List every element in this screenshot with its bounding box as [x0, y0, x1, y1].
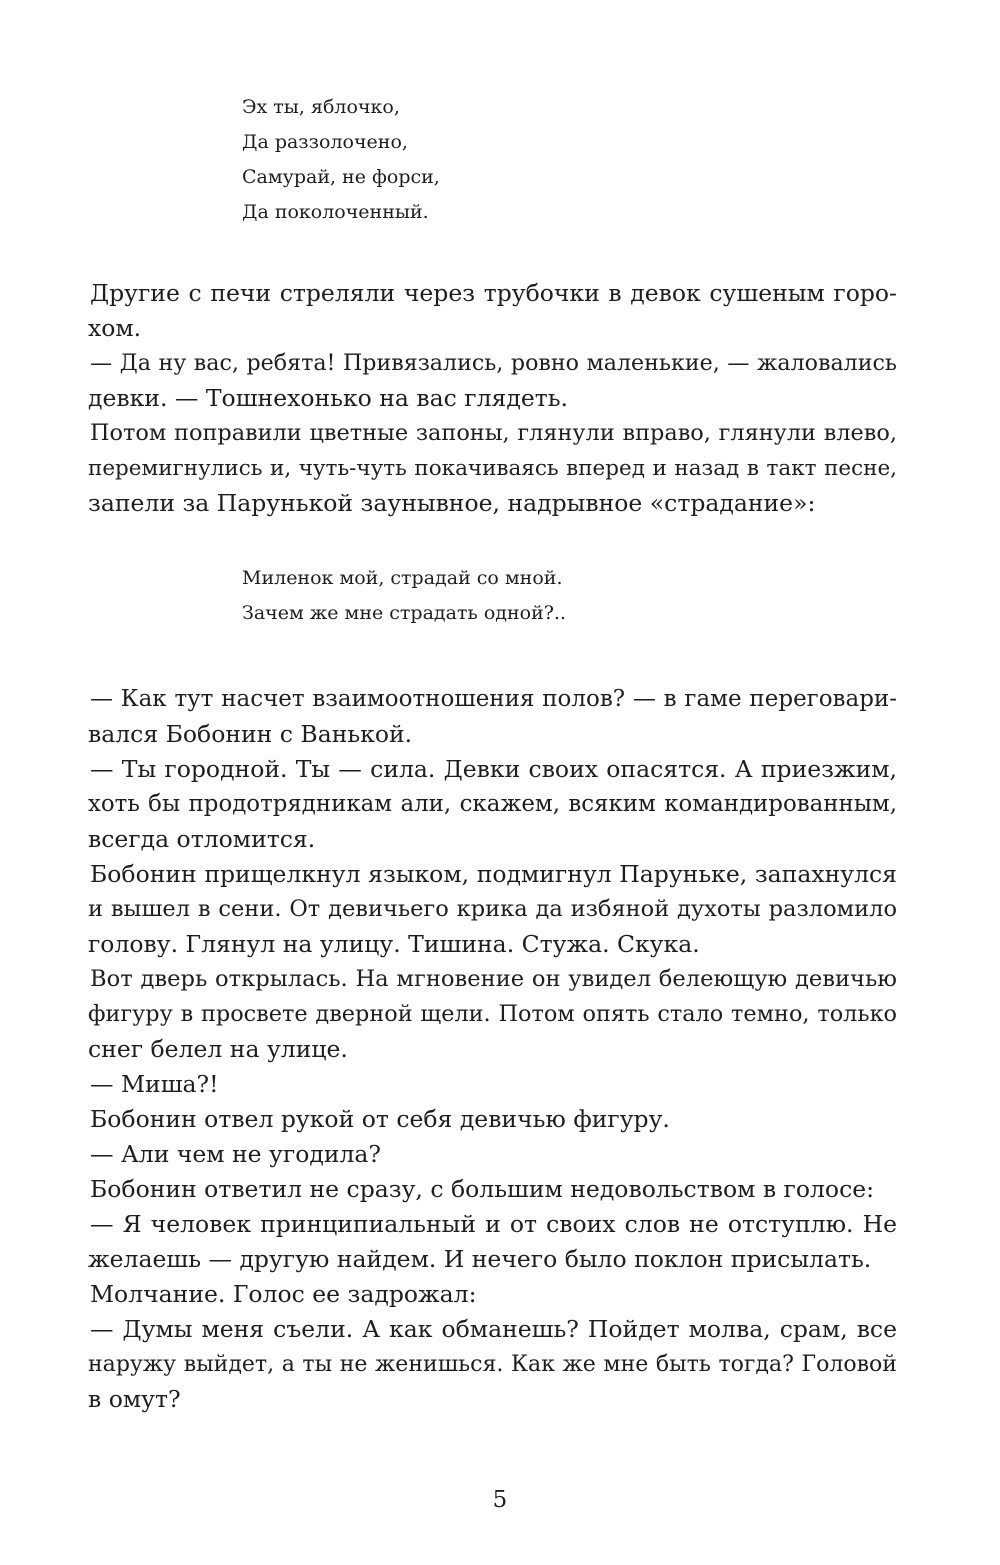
paragraph: [90, 416, 897, 521]
paragraph: [90, 1207, 897, 1277]
verse-line: Зачем же мне страдать одной?..: [242, 602, 567, 624]
prose-block-2: [90, 682, 897, 1417]
text-line: вался Бобонин с Ванькой.: [88, 720, 413, 748]
verse-line: Эх ты, яблочко,: [242, 96, 400, 118]
text-line: — Миша?!: [90, 1070, 219, 1098]
text-line: Потом поправили цветные запоны, глянули вправо, глянули влево,: [90, 420, 897, 446]
text-line: девки. — Тошнехонько на вас глядеть.: [88, 384, 568, 412]
text-line: — Как тут насчет взаимоотношения полов? — в гаме переговари-: [90, 686, 897, 712]
text-line: — Ты городной. Ты — сила. Девки своих опасятся. А приезжим,: [90, 755, 897, 783]
text-line: наружу выйдет, а ты не женишься. Как же мне быть тогда? Головой: [88, 1352, 897, 1377]
text-line: фигуру в просвете дверной щели. Потом опять стало темно, только: [88, 1001, 897, 1027]
text-line: перемигнулись и, чуть-чуть покачиваясь вперед и назад в такт песне,: [88, 456, 897, 481]
verse-line: Миленок мой, страдай со мной.: [242, 567, 563, 589]
text-line: Вот дверь открылась. На мгновение он увидел белеющую девичью: [90, 966, 897, 992]
paragraph: [90, 276, 897, 346]
paragraph: [90, 682, 897, 752]
paragraph: [90, 1102, 897, 1137]
paragraph: [90, 857, 897, 962]
text-line: — Думы меня съели. А как обманешь? Пойдет молва, срам, все: [90, 1315, 897, 1343]
text-line: хоть бы продотрядникам али, скажем, всяким командированным,: [88, 791, 897, 817]
text-line: — Я человек принципиальный и от своих слов не отступлю. Не: [90, 1210, 897, 1238]
verse-line: Да раззолочено,: [242, 131, 408, 153]
text-line: Бобонин отвел рукой от себя девичью фигуру.: [90, 1105, 670, 1133]
text-line: запели за Парунькой заунывное, надрывное «страдание»:: [88, 489, 816, 517]
paragraph: [90, 1137, 897, 1172]
paragraph: [90, 1277, 897, 1312]
text-line: Бобонин ответил не сразу, с большим недовольством в голосе:: [90, 1175, 875, 1203]
paragraph: [90, 1067, 897, 1102]
paragraph: [90, 1312, 897, 1417]
paragraph: [90, 962, 897, 1067]
text-line: Бобонин прищелкнул языком, подмигнул Паруньке, запахнулся: [90, 860, 897, 888]
page-number: 5: [492, 1487, 508, 1513]
text-line: всегда отломится.: [88, 825, 316, 853]
verse-line: Да поколоченный.: [242, 201, 429, 223]
verse-stanza-1: [242, 90, 440, 230]
text-line: снег белел на улице.: [88, 1035, 348, 1063]
paragraph: [90, 1172, 897, 1207]
text-line: Другие с печи стреляли через трубочки в девок сушеным горо-: [90, 279, 897, 307]
text-line: в омут?: [88, 1385, 181, 1413]
text-line: желаешь — другую найдем. И нечего было поклон присылать.: [88, 1245, 872, 1273]
verse-line: Самурай, не форси,: [242, 166, 440, 188]
verse-stanza-2: [242, 561, 566, 631]
text-line: и вышел в сени. От девичьего крика да избяной духоты разломило: [88, 896, 897, 922]
text-line: Молчание. Голос ее задрожал:: [90, 1280, 477, 1308]
prose-block-1: [90, 276, 897, 521]
paragraph: [90, 752, 897, 857]
text-line: — Да ну вас, ребята! Привязались, ровно маленькие, — жаловались: [90, 350, 897, 376]
text-line: — Али чем не угодила?: [90, 1140, 382, 1168]
text-line: хом.: [88, 314, 142, 342]
paragraph: [90, 346, 897, 416]
text-line: голову. Глянул на улицу. Тишина. Стужа. Скука.: [88, 930, 700, 958]
